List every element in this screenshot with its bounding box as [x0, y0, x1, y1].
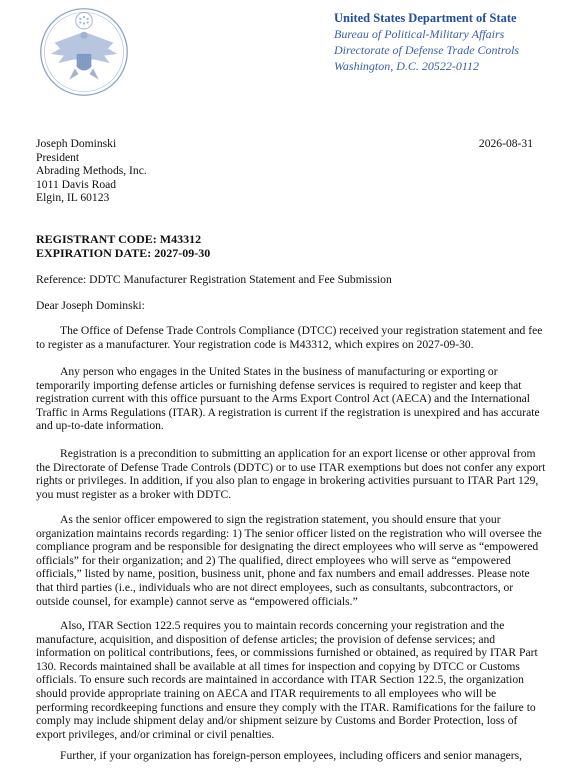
recipient-company: Abrading Methods, Inc. [36, 164, 147, 178]
recipient-street: 1011 Davis Road [36, 177, 117, 191]
recipient-title: President [36, 150, 80, 164]
directorate-name: Directorate of Defense Trade Controls [334, 43, 520, 57]
recipient-address [36, 137, 147, 205]
reference-line: Reference: DDTC Manufacturer Registration Statement and Fee Submission [36, 273, 392, 286]
paragraph-registration-requirement: Any person who engages in the United States in the business of manufacturing or exporting or temporarily importing defense articles or furnishing defense services is required to register and keep that registration current with this office pursuant to the Arms Export Control Act (AECA) and the International Traffic in Arms Regulations (ITAR). A registration is current if the registration is unexpired and has accurate and up-to-date information. [36, 365, 540, 433]
letter-date: 2026-08-31 [478, 137, 533, 150]
expiration-date: EXPIRATION DATE: 2027-09-30 [36, 246, 211, 260]
recipient-name: Joseph Dominski [36, 137, 117, 150]
state-department-seal [38, 6, 130, 98]
office-location: Washington, D.C. 20522-0112 [334, 59, 480, 73]
registration-block [36, 232, 210, 260]
paragraph-registration-precondition: Registration is a precondition to submitting an application for an export license or other approval from the Directorate of Defense Trade Controls (DDTC) or to use ITAR exemptions but does not confer any export rights or privileges. In addition, if you also plan to engage in brokering activities pursuant to ITAR Part 129, you must register as a broker with DDTC. [36, 447, 546, 501]
registrant-code: REGISTRANT CODE: M43312 [36, 232, 202, 246]
letterhead [334, 10, 574, 74]
paragraph-recordkeeping: Also, ITAR Section 122.5 requires you to maintain records concerning your registration and the manufacture, acquisition, and disposition of defense articles; the provision of defense services; and information on political contributions, fees, or commissions furnished or obtained, as required by ITAR Part 130. Records maintained shall be available at all times for inspection and copying by DTCC or Customs officials. To ensure such records are maintained in accordance with ITAR Section 122.5, the organization should provide appropriate training on AECA and ITAR requirements to all employees who will be performing recordkeeping functions and ensure they comply with the ITAR. Ramifications for the failure to comply may include shipment delay and/or shipment seizure by Customs and Border Protection, loss of export privileges, and/or criminal or civil penalties. [36, 619, 538, 741]
paragraph-empowered-officials: As the senior officer empowered to sign the registration statement, you should ensure that your organization maintains records regarding: 1) The senior officer listed on the registration who will oversee the compliance program and be responsible for designating the direct employees who will serve as “empowered officials” for their organization; and 2) The qualified, direct employees who will serve as “empowered officials,” listed by name, position, business unit, phone and fax numbers and email addresses. Please note that third parties (i.e., individuals who are not direct employees, such as consultants, subcontractors, or outside counsel, for example) cannot serve as “empowered officials.” [36, 513, 542, 608]
recipient-city: Elgin, IL 60123 [36, 191, 110, 205]
bureau-name: Bureau of Political-Military Affairs [334, 27, 505, 41]
department-name: United States Department of State [334, 11, 517, 25]
salutation: Dear Joseph Dominski: [36, 299, 145, 312]
paragraph-foreign-persons: Further, if your organization has foreign-person employees, including officers and senior managers, [60, 749, 523, 762]
paragraph-registration-received: The Office of Defense Trade Controls Compliance (DTCC) received your registration statement and fee to register as a manufacturer. Your registration code is M43312, which expires on 2027-09-30. [36, 324, 543, 351]
